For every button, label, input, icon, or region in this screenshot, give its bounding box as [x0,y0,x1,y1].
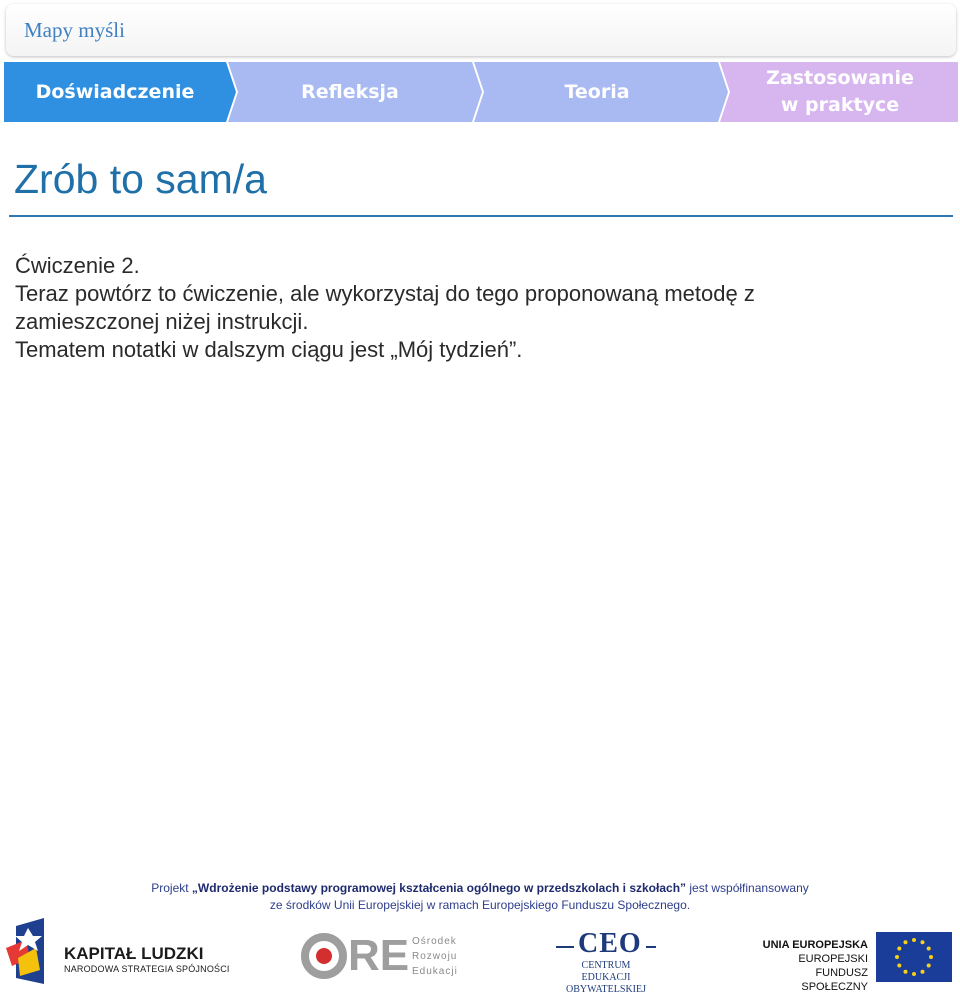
step-refleksja[interactable] [226,62,482,122]
eu-line: FUNDUSZ SPOŁECZNY [801,967,868,993]
ore-line: Rozwoju [412,951,458,962]
process-steps [4,62,960,122]
project-prefix: Projekt [151,881,192,895]
ore-logo [300,930,460,982]
kapital-ludzki-title: KAPITAŁ LUDZKI [64,944,204,963]
body-line: Teraz powtórz to ćwiczenie, ale wykorzystaj do tego proponowaną metodę z [15,281,755,306]
eu-logo [746,932,956,993]
project-name: „Wdrożenie podstawy programowej kształcenia ogólnego w przedszkolach i szkołach” [191,881,687,895]
step-label: Refleksja [301,80,399,103]
step-label: Zastosowanie w praktyce [766,67,914,116]
ceo-line: CENTRUM EDUKACJI [581,960,631,983]
exercise-heading: Ćwiczenie 2. [15,253,140,278]
slide-body [15,252,915,364]
ceo-line: OBYWATELSKIEJ [566,984,646,995]
kapital-ludzki-emblem-icon [6,918,52,986]
ceo-name [556,960,656,996]
project-suffix: jest współfinansowany [686,881,809,895]
ore-line: Ośrodek [412,936,457,947]
title-divider [9,215,953,217]
eu-flag-icon [876,932,952,982]
slide-title: Zrób to sam/a [14,156,267,202]
step-teoria[interactable] [472,62,728,122]
ore-circle-icon [300,932,348,980]
ceo-logo [556,928,656,995]
ore-name [412,934,458,979]
header-title: Mapy myśli [24,18,125,42]
kapital-ludzki-subtitle: NARODOWA STRATEGIA SPÓJNOŚCI [64,964,230,974]
ceo-wordmark: CEO [574,928,646,960]
step-label: Teoria [564,80,630,103]
ore-wordmark: RE [348,931,410,980]
step-doswiadczenie[interactable] [4,62,236,122]
step-zastosowanie[interactable] [718,62,958,122]
kapital-ludzki-logo [6,918,230,990]
project-note [0,880,960,914]
header-bar [6,4,956,56]
project-line2: ze środków Unii Europejskiej w ramach Europejskiego Funduszu Społecznego. [269,898,691,912]
eu-line: EUROPEJSKI [798,953,868,965]
step-label: Doświadczenie [35,80,195,103]
eu-text [746,938,868,994]
body-line: zamieszczonej niżej instrukcji. [15,309,309,334]
ore-line: Edukacji [412,966,458,977]
eu-line: UNIA EUROPEJSKA [762,939,868,951]
body-line: Tematem notatki w dalszym ciągu jest „Mój tydzień”. [15,337,523,362]
